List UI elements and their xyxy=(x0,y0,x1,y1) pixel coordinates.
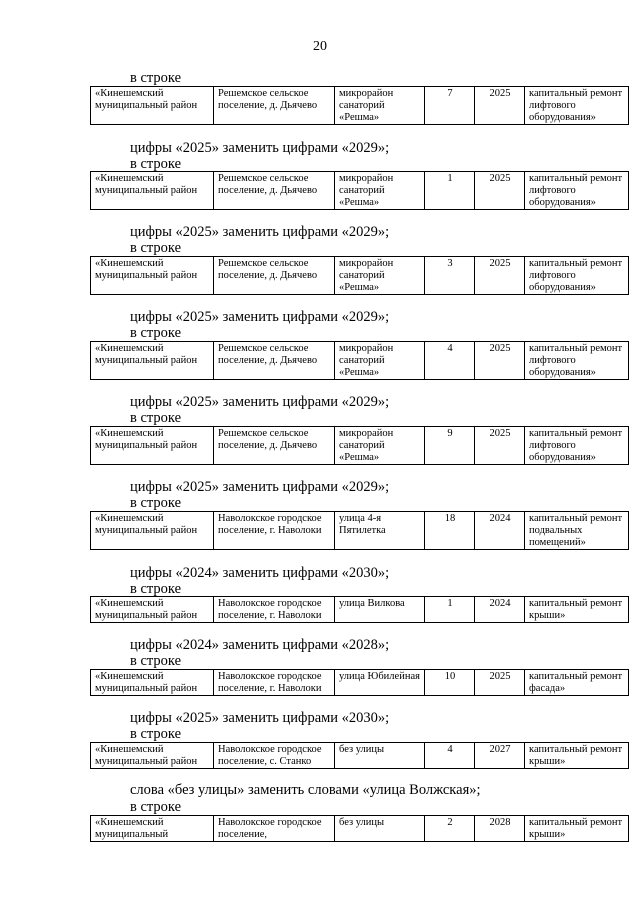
action-text: цифры «2025» заменить цифрами «2030»; xyxy=(130,710,390,726)
table-row xyxy=(90,742,629,769)
house-cell: 2 xyxy=(425,816,475,842)
street-cell: микрорайон санаторий «Решма» xyxy=(335,342,425,380)
year-cell: 2024 xyxy=(475,512,525,550)
action-text: цифры «2025» заменить цифрами «2029»; xyxy=(130,309,390,325)
table-row xyxy=(90,511,629,550)
street-cell: без улицы xyxy=(335,816,425,842)
intro-text: в строке xyxy=(130,653,182,669)
table-row xyxy=(90,669,629,696)
house-cell: 7 xyxy=(425,87,475,125)
street-cell: улица Вилкова xyxy=(335,597,425,623)
municipality-cell: «Кинешемский муниципальный район xyxy=(91,257,214,295)
action-text: цифры «2025» заменить цифрами «2029»; xyxy=(130,479,390,495)
table-row xyxy=(90,171,629,210)
work-cell: капитальный ремонт крыши» xyxy=(525,743,629,769)
table-row xyxy=(90,426,629,465)
municipality-cell: «Кинешемский муниципальный район xyxy=(91,597,214,623)
year-cell: 2025 xyxy=(475,670,525,696)
work-cell: капитальный ремонт лифтового оборудования» xyxy=(525,257,629,295)
municipality-cell: «Кинешемский муниципальный район xyxy=(91,342,214,380)
house-cell: 4 xyxy=(425,342,475,380)
street-cell: микрорайон санаторий «Решма» xyxy=(335,427,425,465)
house-cell: 3 xyxy=(425,257,475,295)
year-cell: 2025 xyxy=(475,87,525,125)
year-cell: 2025 xyxy=(475,172,525,210)
street-cell: микрорайон санаторий «Решма» xyxy=(335,257,425,295)
municipality-cell: «Кинешемский муниципальный район xyxy=(91,743,214,769)
intro-text: в строке xyxy=(130,156,182,172)
work-cell: капитальный ремонт подвальных помещений» xyxy=(525,512,629,550)
house-cell: 18 xyxy=(425,512,475,550)
action-text: цифры «2025» заменить цифрами «2029»; xyxy=(130,394,390,410)
street-cell: улица 4-я Пятилетка xyxy=(335,512,425,550)
work-cell: капитальный ремонт лифтового оборудования» xyxy=(525,427,629,465)
intro-text: в строке xyxy=(130,726,182,742)
municipality-cell: «Кинешемский муниципальный район xyxy=(91,87,214,125)
year-cell: 2024 xyxy=(475,597,525,623)
municipality-cell: «Кинешемский муниципальный район xyxy=(91,670,214,696)
year-cell: 2025 xyxy=(475,342,525,380)
municipality-cell: «Кинешемский муниципальный xyxy=(91,816,214,842)
settlement-cell: Наволокское городское поселение, xyxy=(214,816,335,842)
house-cell: 1 xyxy=(425,172,475,210)
action-text: цифры «2025» заменить цифрами «2029»; xyxy=(130,140,390,156)
settlement-cell: Решемское сельское поселение, д. Дьячево xyxy=(214,257,335,295)
work-cell: капитальный ремонт лифтового оборудования» xyxy=(525,87,629,125)
settlement-cell: Наволокское городское поселение, г. Наволоки xyxy=(214,512,335,550)
house-cell: 10 xyxy=(425,670,475,696)
work-cell: капитальный ремонт лифтового оборудования» xyxy=(525,342,629,380)
table-row xyxy=(90,256,629,295)
settlement-cell: Наволокское городское поселение, г. Наволоки xyxy=(214,670,335,696)
intro-text: в строке xyxy=(130,240,182,256)
street-cell: микрорайон санаторий «Решма» xyxy=(335,87,425,125)
year-cell: 2025 xyxy=(475,257,525,295)
intro-text: в строке xyxy=(130,495,182,511)
work-cell: капитальный ремонт фасада» xyxy=(525,670,629,696)
action-text: цифры «2025» заменить цифрами «2029»; xyxy=(130,224,390,240)
municipality-cell: «Кинешемский муниципальный район xyxy=(91,172,214,210)
table-row xyxy=(90,596,629,623)
house-cell: 9 xyxy=(425,427,475,465)
street-cell: без улицы xyxy=(335,743,425,769)
settlement-cell: Решемское сельское поселение, д. Дьячево xyxy=(214,427,335,465)
street-cell: микрорайон санаторий «Решма» xyxy=(335,172,425,210)
work-cell: капитальный ремонт крыши» xyxy=(525,597,629,623)
settlement-cell: Решемское сельское поселение, д. Дьячево xyxy=(214,172,335,210)
page-number: 20 xyxy=(313,39,327,54)
table-row xyxy=(90,341,629,380)
work-cell: капитальный ремонт крыши» xyxy=(525,816,629,842)
action-text: цифры «2024» заменить цифрами «2028»; xyxy=(130,637,390,653)
table-row xyxy=(90,815,629,842)
table-row xyxy=(90,86,629,125)
municipality-cell: «Кинешемский муниципальный район xyxy=(91,512,214,550)
house-cell: 4 xyxy=(425,743,475,769)
street-cell: улица Юбилейная xyxy=(335,670,425,696)
house-cell: 1 xyxy=(425,597,475,623)
year-cell: 2027 xyxy=(475,743,525,769)
intro-text: в строке xyxy=(130,581,182,597)
intro-text: в строке xyxy=(130,799,182,815)
intro-text: в строке xyxy=(130,410,182,426)
intro-text: в строке xyxy=(130,70,182,86)
work-cell: капитальный ремонт лифтового оборудования» xyxy=(525,172,629,210)
year-cell: 2028 xyxy=(475,816,525,842)
year-cell: 2025 xyxy=(475,427,525,465)
action-text: цифры «2024» заменить цифрами «2030»; xyxy=(130,565,390,581)
settlement-cell: Решемское сельское поселение, д. Дьячево xyxy=(214,87,335,125)
settlement-cell: Наволокское городское поселение, с. Станко xyxy=(214,743,335,769)
settlement-cell: Наволокское городское поселение, г. Наволоки xyxy=(214,597,335,623)
action-text: слова «без улицы» заменить словами «улица Волжская»; xyxy=(130,782,481,798)
municipality-cell: «Кинешемский муниципальный район xyxy=(91,427,214,465)
intro-text: в строке xyxy=(130,325,182,341)
settlement-cell: Решемское сельское поселение, д. Дьячево xyxy=(214,342,335,380)
